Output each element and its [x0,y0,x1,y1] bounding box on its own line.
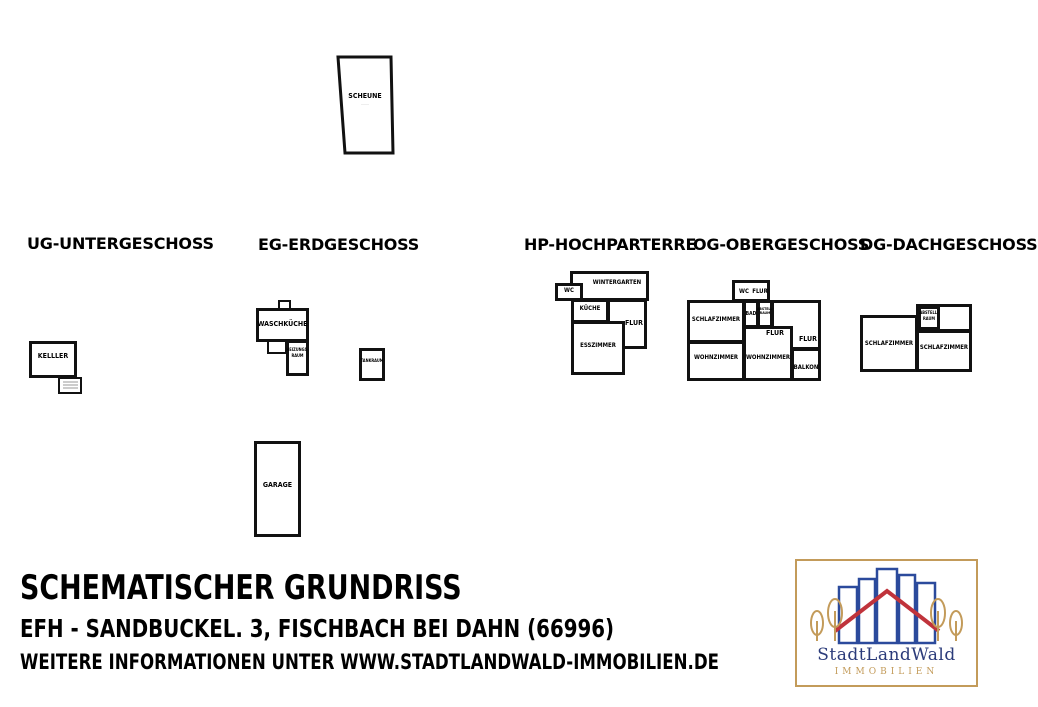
room-label-heizungsraum-2: RAUM [291,353,304,358]
room-label-tankraum: TANKRAUM [360,358,384,363]
footer-title: SCHEMATISCHER GRUNDRISS [20,568,462,608]
room-eg-hall [267,340,287,354]
kelller-stairs [29,341,89,396]
room-label-heizungsraum-1: HEIZUNGS- [286,347,309,352]
room-label-schlafzimmer-dg-2: SCHLAFZIMMER [919,344,969,351]
room-label-og-wc: WC [739,288,749,295]
room-label-og-flur-right: FLUR [798,335,818,343]
logo-subtitle: IMMOBILIEN [834,667,939,677]
room-heizungsraum [286,340,309,376]
room-dim-scheune: · · · · [361,103,369,107]
floor-title-og: OG-OBERGESCHOSS [693,235,870,254]
room-label-kueche: KÜCHE [579,305,601,312]
room-label-abstellraum-dg-1: ABSTELL- [919,310,939,315]
room-label-schlafzimmer-og: SCHLAFZIMMER [691,316,741,323]
plan-scheune [334,54,396,156]
room-label-scheune: SCHEUNE [348,92,382,100]
room-label-og-flur-top: FLUR [752,288,768,295]
room-label-wintergarten: WINTERGARTEN [592,279,642,286]
floor-title-ug: UG-UNTERGESCHOSS [27,234,214,253]
plan-eg-main [256,300,312,382]
room-label-abstellraum-og-2: RAUM [759,311,771,315]
room-label-balkon: BALKON [793,364,819,371]
floor-title-hp: HP-HOCHPARTERRE [524,235,697,254]
room-label-wohnzimmer-2: WOHNZIMMER [745,354,791,361]
room-label-waschkueche: WASCHKÜCHE [257,320,308,328]
footer-website[interactable]: WEITERE INFORMATIONEN UNTER WWW.STADTLANDWALD-IMMOBILIEN.DE [20,650,719,674]
plan-eg-tankraum [359,348,385,381]
room-label-kelller: KELLLER [37,352,69,360]
room-label-hp-flur: FLUR [624,319,644,327]
room-label-abstellraum-og-1: ABSTELL- [757,307,774,311]
room-label-bad: BAD [745,311,757,317]
room-garage [254,441,301,537]
floor-title-eg: EG-ERDGESCHOSS [258,235,420,254]
room-label-hp-wc: WC [564,287,574,294]
logo-name: StadtLandWald [817,645,956,665]
logo-skyline-icon [797,561,976,645]
floor-title-dg: DG-DACHGESCHOSS [860,235,1038,254]
plan-garage [254,441,301,537]
room-label-garage: GARAGE [262,481,293,489]
room-label-schlafzimmer-dg-1: SCHLAFZIMMER [864,340,914,347]
room-label-og-flur-mid: FLUR [765,329,785,337]
room-label-abstellraum-dg-2: RAUM [923,316,935,321]
plan-ug [29,341,89,396]
plan-hp [555,271,650,375]
company-logo [795,559,978,687]
footer-address: EFH - SANDBUCKEL. 3, FISCHBACH BEI DAHN (66996) [20,614,615,643]
plan-dg [860,304,972,372]
plan-og [687,278,822,381]
room-tankraum [359,348,385,381]
room-label-esszimmer: ESSZIMMER [580,342,616,349]
room-label-wohnzimmer-1: WOHNZIMMER [693,354,739,361]
